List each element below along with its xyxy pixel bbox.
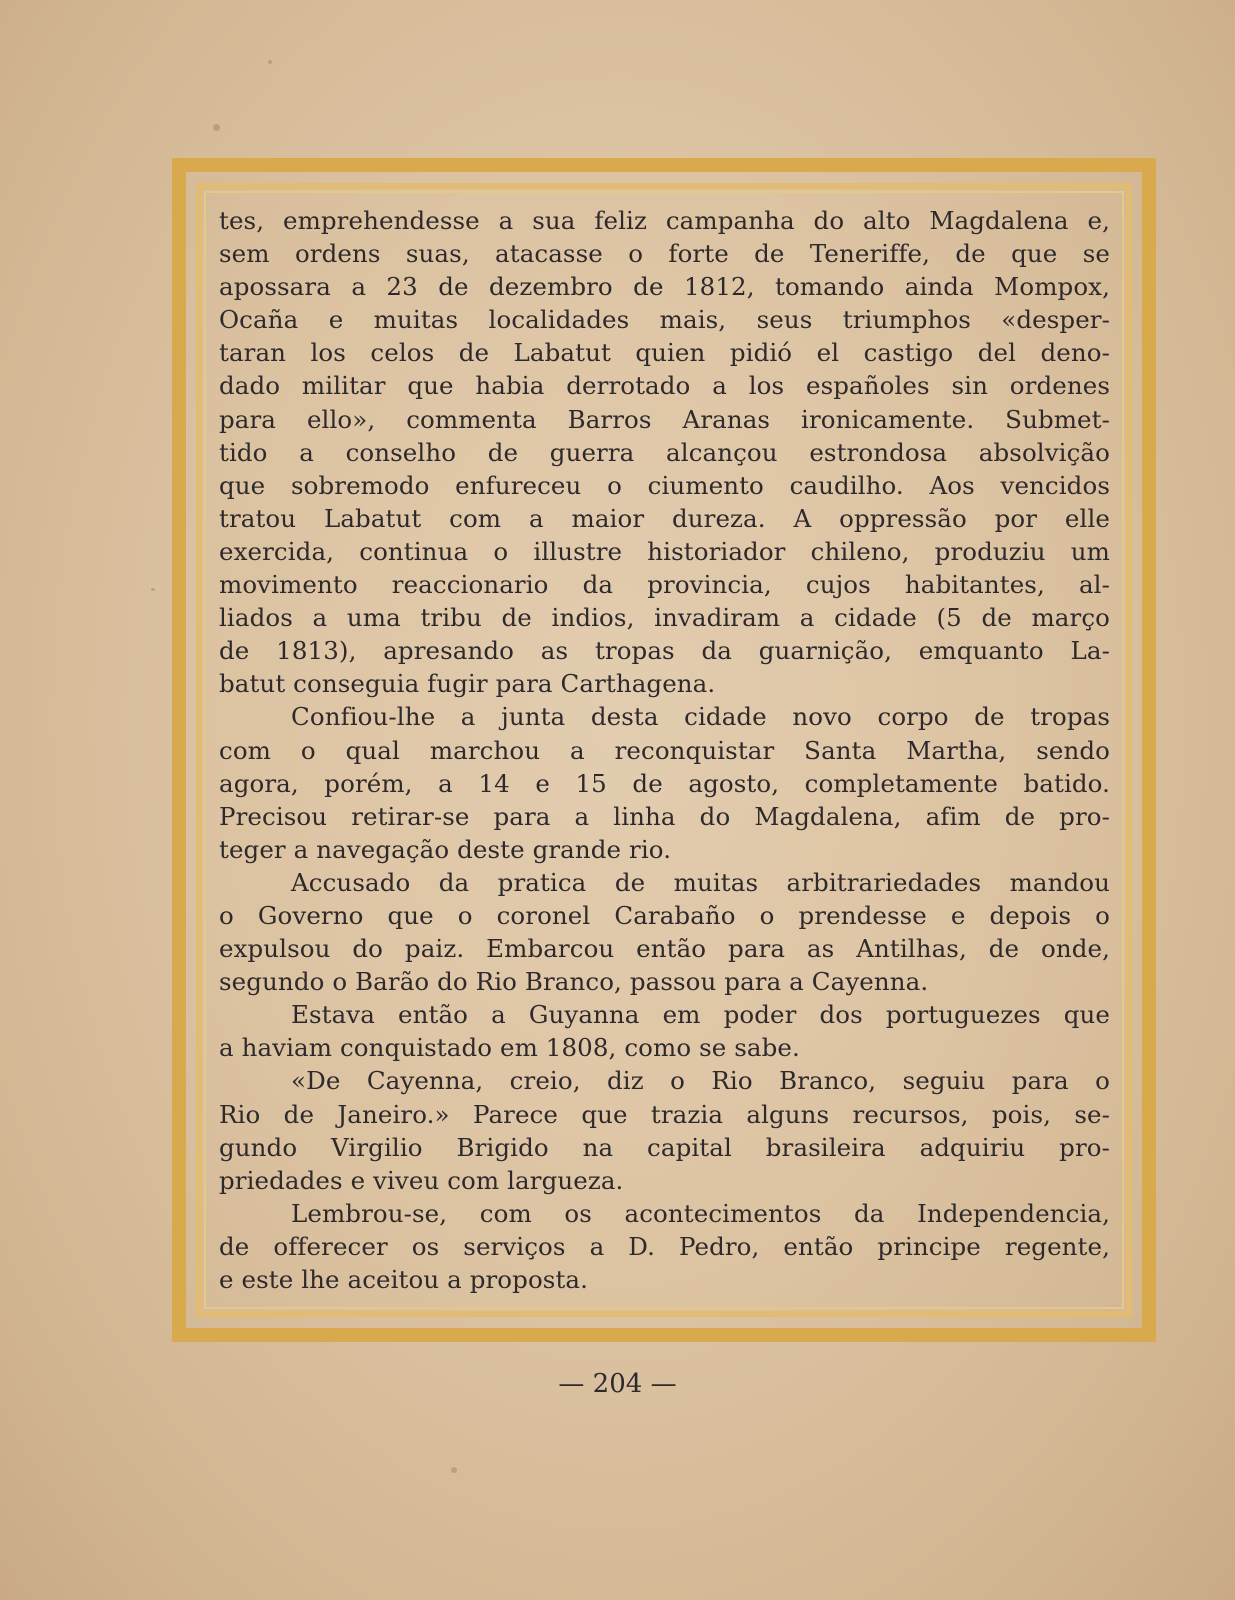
text-line: e este lhe aceitou a proposta. [219, 1265, 589, 1294]
text-line: que sobremodo enfureceu o ciumento caudilho. Aos vencidos [219, 470, 1110, 500]
text-line: gundo Virgilio Brigido na capital brasileira adquiriu pro- [219, 1132, 1110, 1162]
text-line: segundo o Barão do Rio Branco, passou para a Cayenna. [219, 967, 929, 997]
text-line: expulsou do paiz. Embarcou então para as Antilhas, de onde, [219, 934, 1110, 964]
text-line: Rio de Janeiro.» Parece que trazia alguns recursos, pois, se- [219, 1099, 1110, 1129]
paper-speck [451, 1467, 457, 1473]
text-line: batut conseguia fugir para Carthagena. [219, 669, 716, 699]
text-line: exercida, continua o illustre historiador chileno, produziu um [219, 536, 1110, 566]
paper-speck [268, 60, 272, 64]
text-line: liados a uma tribu de indios, invadiram a cidade (5 de março [219, 603, 1110, 633]
text-line: tes, emprehendesse a sua feliz campanha do alto Magdalena e, [219, 206, 1110, 235]
text-line: priedades e viveu com largueza. [219, 1165, 624, 1195]
page-number: — 204 — [558, 1369, 677, 1399]
text-line: sem ordens suas, atacasse o forte de Teneriffe, de que se [219, 239, 1110, 269]
text-line: de offerecer os serviços a D. Pedro, então principe regente, [219, 1231, 1110, 1261]
text-line: teger a navegação deste grande rio. [219, 834, 672, 864]
text-line: Precisou retirar-se para a linha do Magdalena, afim de pro- [219, 801, 1110, 831]
paper-speck [213, 124, 220, 131]
text-line: «De Cayenna, creio, diz o Rio Branco, seguiu para o [291, 1066, 1110, 1096]
text-line: Estava então a Guyanna em poder dos portuguezes que [291, 1000, 1110, 1030]
text-line: agora, porém, a 14 e 15 de agosto, completamente batido. [219, 768, 1110, 798]
text-line: com o qual marchou a reconquistar Santa Martha, sendo [219, 735, 1110, 765]
text-line: apossara a 23 de dezembro de 1812, tomando ainda Mompox, [219, 272, 1110, 302]
text-line: Ocaña e muitas localidades mais, seus triumphos «desper- [219, 305, 1110, 335]
text-line: Confiou-lhe a junta desta cidade novo corpo de tropas [291, 702, 1110, 732]
paper-speck [151, 588, 155, 591]
text-line: o Governo que o coronel Carabaño o prendesse e depois o [219, 900, 1110, 930]
text-line: movimento reaccionario da provincia, cujos habitantes, al- [219, 570, 1110, 600]
text-line: de 1813), apresando as tropas da guarnição, emquanto La- [219, 636, 1110, 666]
text-line: a haviam conquistado em 1808, como se sabe. [219, 1033, 800, 1063]
text-line: dado militar que habia derrotado a los españoles sin ordenes [219, 371, 1110, 401]
text-line: Accusado da pratica de muitas arbitrariedades mandou [291, 867, 1110, 897]
body-text [219, 204, 1110, 1296]
text-line: Lembrou-se, com os acontecimentos da Independencia, [291, 1198, 1110, 1228]
text-line: taran los celos de Labatut quien pidió el castigo del deno- [219, 338, 1110, 368]
text-line: para ello», commenta Barros Aranas ironicamente. Submet- [219, 404, 1110, 434]
text-line: tratou Labatut com a maior dureza. A oppressão por elle [219, 503, 1110, 533]
text-line: tido a conselho de guerra alcançou estrondosa absolvição [219, 437, 1110, 467]
